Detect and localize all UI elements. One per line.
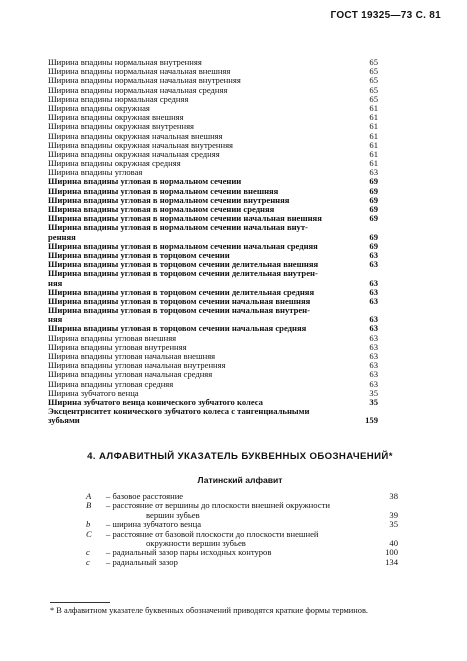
index-term: Ширина впадины угловая в нормальном сечении начальная внут- <box>48 223 308 233</box>
symbol-index-list <box>86 492 398 567</box>
index-page-number: 63 <box>369 286 378 297</box>
index-page-number: 69 <box>369 194 378 205</box>
index-page-number: 61 <box>369 121 378 132</box>
index-row <box>48 279 378 288</box>
index-term: Ширина впадины угловая в нормальном сечении внешняя <box>48 186 279 196</box>
index-row <box>48 159 378 168</box>
index-page-number: 69 <box>369 240 378 251</box>
index-page-number: 61 <box>369 139 378 150</box>
index-page-number: 35 <box>369 396 378 407</box>
index-page-number: 69 <box>369 213 378 224</box>
index-term: Ширина впадины окружная <box>48 103 150 113</box>
index-row <box>48 196 378 205</box>
index-row <box>48 205 378 214</box>
index-row <box>48 389 378 398</box>
section-title: 4. АЛФАВИТНЫЙ УКАЗАТЕЛЬ БУКВЕННЫХ ОБОЗНАЧЕНИЙ* <box>87 451 393 462</box>
index-term: Ширина впадины окружная начальная внешняя <box>48 131 223 141</box>
symbol-page-number: 100 <box>385 547 398 558</box>
index-row <box>48 95 378 104</box>
index-term: Ширина впадины угловая начальная внутренняя <box>48 361 226 371</box>
index-row <box>48 315 378 324</box>
index-term: Ширина впадины окружная внутренняя <box>48 122 195 132</box>
index-term: Ширина впадины нормальная внутренняя <box>48 58 202 67</box>
index-row <box>48 177 378 186</box>
index-term: Ширина впадины угловая в торцовом сечении делительная внешняя <box>48 260 319 270</box>
index-row <box>48 380 378 389</box>
page-header: ГОСТ 19325—73 С. 81 <box>330 10 441 21</box>
index-term: Эксцентриситет конического зубчатого колеса с тангенциальными <box>48 407 310 417</box>
index-term: няя <box>48 315 63 325</box>
index-row <box>48 150 378 159</box>
index-term: Ширина впадины угловая начальная средняя <box>48 370 213 380</box>
index-term: Ширина впадины окружная внешняя <box>48 113 184 123</box>
index-page-number: 61 <box>369 112 378 123</box>
index-page-number: 63 <box>369 360 378 371</box>
index-row <box>48 260 378 269</box>
index-term: Ширина впадины угловая в торцовом сечении <box>48 250 230 260</box>
index-row <box>48 76 378 85</box>
index-term: Ширина впадины угловая в нормальном сечении <box>48 177 242 187</box>
index-page-number: 69 <box>369 204 378 214</box>
symbol-page-number: 40 <box>389 537 398 548</box>
index-row <box>48 113 378 122</box>
index-row <box>48 306 378 315</box>
index-row <box>48 122 378 131</box>
index-term: Ширина зубчатого венца конического зубчатого колеса <box>48 397 263 407</box>
index-page-number: 69 <box>369 176 378 187</box>
index-term: Ширина впадины угловая в торцовом сечении делительная средняя <box>48 287 315 297</box>
index-page-number: 69 <box>369 185 378 196</box>
index-term: Ширина впадины угловая средняя <box>48 379 174 389</box>
symbol-letter: C <box>86 528 92 539</box>
index-page-number: 65 <box>369 57 378 67</box>
symbol-description: – радиальный зазор пары исходных контуров <box>106 547 272 558</box>
index-row <box>48 361 378 370</box>
index-term: Ширина впадины угловая внешняя <box>48 333 177 343</box>
symbol-description: окружности вершин зубьев <box>146 537 246 548</box>
index-row <box>48 67 378 76</box>
index-term: Ширина впадины угловая в нормальном сечении начальная внешняя <box>48 214 322 224</box>
index-row <box>48 86 378 95</box>
index-page-number: 63 <box>369 332 378 343</box>
symbol-description: – радиальный зазор <box>106 556 178 567</box>
index-term: Ширина впадины окружная средняя <box>48 159 181 169</box>
index-row <box>48 168 378 177</box>
index-term: Ширина впадины нормальная средняя <box>48 94 189 104</box>
index-term: Ширина впадины окружная начальная средняя <box>48 149 220 159</box>
index-row <box>48 251 378 260</box>
index-term: Ширина впадины угловая начальная внешняя <box>48 352 216 361</box>
index-page-number: 61 <box>369 102 378 113</box>
index-page-number: 63 <box>369 369 378 380</box>
index-row <box>48 297 378 306</box>
index-row <box>48 104 378 113</box>
index-page-number: 65 <box>369 93 378 104</box>
index-page-number: 65 <box>369 66 378 77</box>
symbol-letter: b <box>86 519 91 530</box>
index-page-number: 63 <box>369 277 378 288</box>
symbol-description: – базовое расстояние <box>106 491 184 501</box>
index-row <box>48 187 378 196</box>
index-page-number: 63 <box>369 249 378 260</box>
symbol-description: – расстояние от базовой плоскости до плоскости внешней <box>106 528 319 539</box>
index-row <box>48 288 378 297</box>
symbol-letter: B <box>86 500 92 511</box>
index-term: Ширина впадины окружная начальная внутренняя <box>48 140 234 150</box>
index-row <box>48 223 378 232</box>
symbol-description: – ширина зубчатого венца <box>106 519 202 530</box>
index-term: Ширина впадины угловая в нормальном сечении средняя <box>48 205 275 214</box>
symbol-row <box>86 558 398 567</box>
index-term: Ширина впадины нормальная начальная внешняя <box>48 67 231 77</box>
index-row <box>48 416 378 425</box>
symbol-description: – расстояние от вершины до плоскости внешней окружности <box>106 500 330 511</box>
index-row <box>48 352 378 361</box>
symbol-row <box>86 501 398 510</box>
index-term: Ширина впадины нормальная начальная внутренняя <box>48 76 241 86</box>
index-row <box>48 132 378 141</box>
index-row <box>48 343 378 352</box>
index-page-number: 63 <box>369 378 378 389</box>
symbol-letter: c <box>86 556 90 567</box>
index-row <box>48 370 378 379</box>
index-term: Ширина впадины угловая в торцовом сечении делительная внутрен- <box>48 269 318 279</box>
index-term: Ширина впадины нормальная начальная средняя <box>48 85 228 95</box>
index-page-number: 69 <box>369 231 378 242</box>
index-page-number: 65 <box>369 84 378 95</box>
index-page-number: 63 <box>369 351 378 361</box>
symbol-letter: c <box>86 547 90 558</box>
index-term: Ширина впадины угловая внутренняя <box>48 342 187 352</box>
symbol-page-number: 35 <box>389 519 398 530</box>
footnote-rule <box>50 602 110 603</box>
index-row <box>48 141 378 150</box>
index-term: ренняя <box>48 232 76 242</box>
symbol-letter: A <box>86 491 92 501</box>
index-term: няя <box>48 278 63 288</box>
index-term: Ширина впадины угловая в торцовом сечении начальная средняя <box>48 324 307 334</box>
index-page-number: 61 <box>369 130 378 141</box>
symbol-page-number: 38 <box>389 491 398 501</box>
index-row <box>48 334 378 343</box>
footnote: * В алфавитном указателе буквенных обозначений приводятся краткие формы терминов. <box>50 606 369 615</box>
subsection-title: Латинский алфавит <box>197 475 283 485</box>
index-row <box>48 407 378 416</box>
index-page-number: 63 <box>369 314 378 325</box>
index-term: Ширина зубчатого венца <box>48 388 139 398</box>
index-page-number: 159 <box>365 415 378 426</box>
index-page-number: 63 <box>369 259 378 270</box>
index-page-number: 61 <box>369 158 378 169</box>
index-row <box>48 214 378 223</box>
index-row <box>48 242 378 251</box>
index-page-number: 61 <box>369 148 378 159</box>
index-page-number: 63 <box>369 295 378 306</box>
index-row <box>48 324 378 333</box>
index-row <box>48 269 378 278</box>
index-row <box>48 58 378 67</box>
symbol-page-number: 39 <box>389 509 398 520</box>
index-term: Ширина впадины угловая в торцовом сечении начальная внешняя <box>48 296 311 306</box>
term-index-list <box>48 58 378 426</box>
index-row <box>48 233 378 242</box>
index-row <box>48 398 378 407</box>
symbol-description: вершин зубьев <box>146 509 200 520</box>
index-page-number: 63 <box>369 341 378 352</box>
index-page-number: 35 <box>369 387 378 398</box>
index-page-number: 65 <box>369 75 378 86</box>
symbol-page-number: 134 <box>385 556 398 567</box>
index-term: Ширина впадины угловая в нормальном сечении начальная средняя <box>48 241 318 251</box>
index-term: зубьями <box>48 416 80 426</box>
index-page-number: 63 <box>369 167 378 178</box>
index-page-number: 63 <box>369 323 378 334</box>
index-term: Ширина впадины угловая в нормальном сечении внутренняя <box>48 195 290 205</box>
index-term: Ширина впадины угловая <box>48 168 143 178</box>
index-term: Ширина впадины угловая в торцовом сечении начальная внутрен- <box>48 306 310 316</box>
